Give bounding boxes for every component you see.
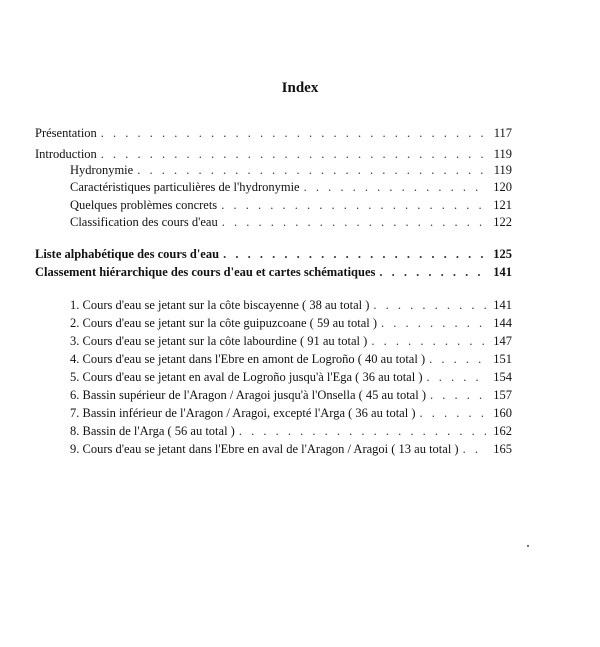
dot-leader xyxy=(427,369,487,385)
dot-leader xyxy=(221,197,486,213)
toc-entry-9 xyxy=(70,441,512,457)
dot-leader xyxy=(223,246,486,262)
toc-entry-label: 5. Cours d'eau se jetant en aval de Logroño jusqu'à l'Ega ( 36 au total ) xyxy=(70,370,423,384)
toc-entry-page: 157 xyxy=(493,388,512,402)
toc-entry-2 xyxy=(70,315,512,331)
page-title: Index xyxy=(281,80,319,96)
toc-entry-introduction xyxy=(35,146,512,162)
toc-entry-label: 9. Cours d'eau se jetant dans l'Ebre en aval de l'Aragon / Aragoi ( 13 au total ) xyxy=(70,442,459,456)
dot-leader xyxy=(371,333,486,349)
toc-entry-page: 165 xyxy=(493,442,512,456)
dot-leader xyxy=(379,264,486,280)
toc-entry-label: Classement hiérarchique des cours d'eau et cartes schématiques xyxy=(35,265,376,279)
toc-entry-page: 121 xyxy=(493,198,512,212)
toc-entry-page: 119 xyxy=(493,163,512,177)
toc-entry-label: 7. Bassin inférieur de l'Aragon / Aragoi, excepté l'Arga ( 36 au total ) xyxy=(70,406,416,420)
toc-entry-page: 119 xyxy=(493,147,512,161)
toc-entry-presentation xyxy=(35,125,512,141)
dot-leader xyxy=(137,162,486,178)
dot-leader xyxy=(463,441,486,457)
toc-entry-page: 122 xyxy=(493,215,512,229)
toc-entry-classement-hierarchique xyxy=(35,264,512,280)
toc-entry-6 xyxy=(70,387,512,403)
toc-entry-7 xyxy=(70,405,512,421)
dot-leader xyxy=(101,125,486,141)
toc-entry-caracteristiques xyxy=(70,179,512,195)
toc-entry-4 xyxy=(70,351,512,367)
toc-entry-label: 8. Bassin de l'Arga ( 56 au total ) xyxy=(70,424,235,438)
toc-entry-page: 117 xyxy=(493,126,512,140)
toc-entry-page: 144 xyxy=(493,316,512,330)
toc-entry-page: 120 xyxy=(493,180,512,194)
toc-entry-label: 4. Cours d'eau se jetant dans l'Ebre en amont de Logroño ( 40 au total ) xyxy=(70,352,426,366)
toc-entry-label: Hydronymie xyxy=(70,163,134,177)
dot-leader xyxy=(373,297,486,313)
dot-leader xyxy=(429,351,486,367)
dot-leader xyxy=(239,423,486,439)
toc-entry-label: Quelques problèmes concrets xyxy=(70,198,218,212)
toc-entry-page: 141 xyxy=(493,265,512,279)
toc-entry-label: 2. Cours d'eau se jetant sur la côte guipuzcoane ( 59 au total ) xyxy=(70,316,378,330)
toc-entry-page: 141 xyxy=(493,298,512,312)
dot-leader xyxy=(381,315,486,331)
dot-leader xyxy=(101,146,486,162)
toc-entry-page: 125 xyxy=(493,247,512,261)
toc-entry-1 xyxy=(70,297,512,313)
dot-leader xyxy=(304,179,486,195)
dot-leader xyxy=(420,405,487,421)
toc-entry-8 xyxy=(70,423,512,439)
dot-leader xyxy=(222,214,486,230)
scan-speck xyxy=(527,545,529,547)
toc-entry-liste-alphabetique xyxy=(35,246,512,262)
toc-entry-label: Caractéristiques particulières de l'hydronymie xyxy=(70,180,300,194)
toc-entry-label: Introduction xyxy=(35,147,97,161)
toc-entry-label: 6. Bassin supérieur de l'Aragon / Aragoi jusqu'à l'Onsella ( 45 au total ) xyxy=(70,388,426,402)
toc-entry-classification xyxy=(70,214,512,230)
toc-entry-label: 1. Cours d'eau se jetant sur la côte biscayenne ( 38 au total ) xyxy=(70,298,370,312)
toc-entry-problemes xyxy=(70,197,512,213)
toc-entry-label: 3. Cours d'eau se jetant sur la côte labourdine ( 91 au total ) xyxy=(70,334,368,348)
toc-entry-page: 160 xyxy=(493,406,512,420)
toc-entry-label: Classification des cours d'eau xyxy=(70,215,218,229)
toc-entry-page: 147 xyxy=(493,334,512,348)
toc-entry-hydronymie xyxy=(70,162,512,178)
dot-leader xyxy=(430,387,486,403)
toc-entry-label: Présentation xyxy=(35,126,97,140)
toc-entry-page: 162 xyxy=(493,424,512,438)
toc-entry-3 xyxy=(70,333,512,349)
toc-entry-page: 151 xyxy=(493,352,512,366)
toc-entry-label: Liste alphabétique des cours d'eau xyxy=(35,247,220,261)
toc-entry-page: 154 xyxy=(493,370,512,384)
toc-entry-5 xyxy=(70,369,512,385)
